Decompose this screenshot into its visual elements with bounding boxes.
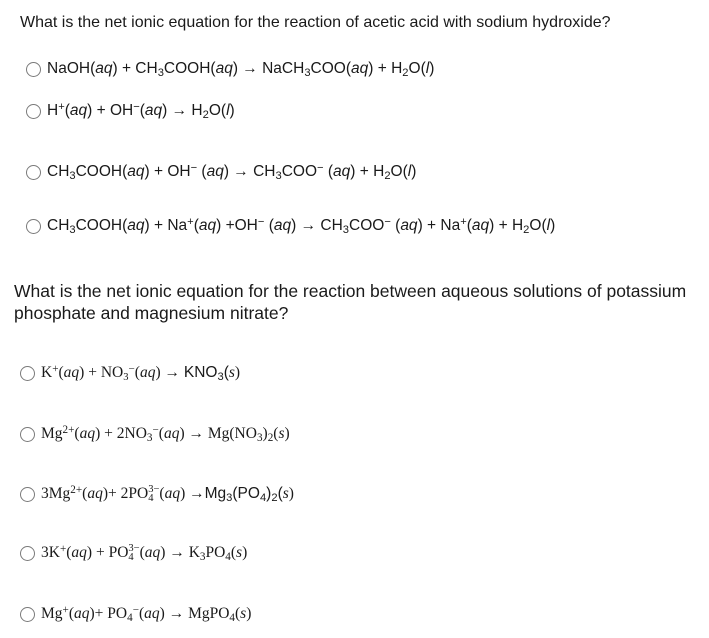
option-text: $3Mg^{2+}(aq)+ 2PO$ 3− 4 $(aq) \to Mg_3(PO_4)_2(s)$ xyxy=(41,484,294,505)
radio-button[interactable] xyxy=(20,366,35,381)
option-text: $CH_3COOH(aq) + OH^-$ $(aq) \to CH_3COO^-$ $(aq) + H_2O(l)$ xyxy=(47,161,417,182)
radio-button[interactable] xyxy=(26,104,41,119)
radio-button[interactable] xyxy=(20,487,35,502)
q1-option-1[interactable] xyxy=(26,60,434,78)
option-text: NaOH(aq) + $CH_3COOH(aq)$ → NaCH$_3$COO(aq) + $H_2O(l)$ xyxy=(47,60,435,79)
option-text: $H^+(aq) + OH^-(aq) \to H_2O(l)$ xyxy=(47,100,235,121)
q1-option-2[interactable] xyxy=(26,102,235,120)
radio-button[interactable] xyxy=(20,607,35,622)
q2-option-4[interactable] xyxy=(20,544,247,563)
option-text: K+(aq) + NO 3 $^-(aq) \to KNO_3(s)$ xyxy=(41,363,241,384)
q2-option-2[interactable] xyxy=(20,425,290,443)
question-2-prompt: What is the net ionic equation for the reaction between aqueous solutions of potassium phosphate and magnesium nitrate? xyxy=(14,281,687,323)
radio-button[interactable] xyxy=(26,62,41,77)
q2-option-1[interactable] xyxy=(20,364,240,383)
question-1-prompt: What is the net ionic equation for the reaction of acetic acid with sodium hydroxide? xyxy=(20,14,611,31)
option-text: $Mg^{2+}(aq) + 2NO_3^-(aq) \to Mg(NO_3)_2(s)$ xyxy=(41,423,290,444)
q2-option-3[interactable] xyxy=(20,485,294,504)
q2-option-5[interactable] xyxy=(20,605,251,623)
q1-option-3[interactable] xyxy=(26,163,416,181)
radio-button[interactable] xyxy=(20,427,35,442)
radio-button[interactable] xyxy=(26,219,41,234)
q1-option-4[interactable] xyxy=(26,217,555,235)
radio-button[interactable] xyxy=(20,546,35,561)
option-text: 3K+(aq) + PO 3− 4 $(aq) \to K_3PO_4(s)$ xyxy=(41,543,248,564)
option-text: $Mg^+(aq)+ PO_4^-(aq)$ → MgPO$_4$(s) xyxy=(41,603,252,624)
radio-button[interactable] xyxy=(26,165,41,180)
option-text: $CH_3COOH(aq) + Na^+(aq) +OH^-$ $(aq) \to CH_3COO^-$ $(aq) + Na^+(aq) + H_2O(l)$ xyxy=(47,215,556,236)
